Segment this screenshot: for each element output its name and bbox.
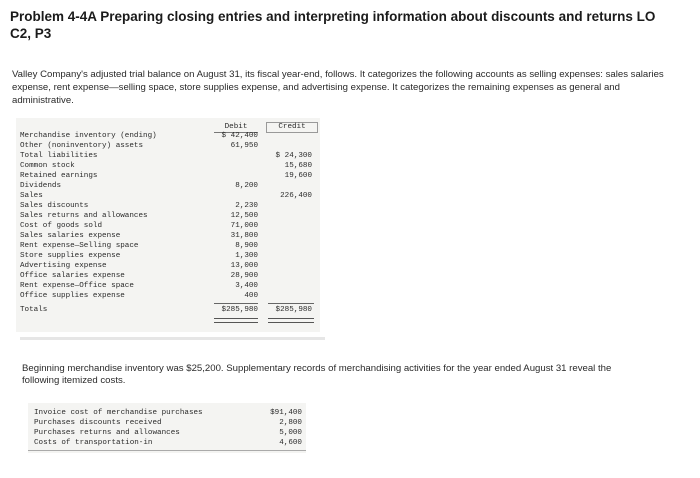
table-row — [16, 292, 320, 302]
list-item — [28, 429, 306, 439]
debit-total: $285,980 — [221, 306, 258, 314]
credit-total: $285,980 — [275, 306, 312, 314]
list-item — [28, 409, 306, 419]
debit-amount: 31,800 — [230, 232, 258, 240]
table-row — [16, 182, 320, 192]
table-row — [16, 222, 320, 232]
credit-amount: 19,600 — [284, 172, 312, 180]
cost-amount: 2,800 — [279, 419, 302, 427]
supplementary-paragraph: Beginning merchandise inventory was $25,200. Supplementary records of merchandising activities for the year ended August 31 reveal the following itemized costs. — [22, 363, 612, 386]
account-name: Advertising expense — [20, 262, 107, 270]
account-name: Common stock — [20, 162, 75, 170]
cost-amount: 5,000 — [279, 429, 302, 437]
totals-row — [16, 306, 320, 316]
debit-amount: 8,900 — [235, 242, 258, 250]
debit-amount: 3,400 — [235, 282, 258, 290]
cost-label: Purchases returns and allowances — [34, 429, 180, 437]
totals-label: Totals — [20, 306, 48, 314]
debit-amount: 12,500 — [230, 212, 258, 220]
debit-amount: 13,000 — [230, 262, 258, 270]
debit-column-header: Debit — [214, 122, 258, 133]
table-bottom-shade — [20, 337, 325, 340]
credit-total-double-rule — [268, 318, 314, 323]
account-name: Rent expense—Selling space — [20, 242, 139, 250]
account-name: Dividends — [20, 182, 62, 190]
table-row — [16, 262, 320, 272]
table-row — [16, 192, 320, 202]
debit-amount: 61,950 — [230, 142, 258, 150]
account-name: Sales — [20, 192, 43, 200]
credit-amount: $ 24,300 — [275, 152, 312, 160]
cost-amount: $91,400 — [270, 409, 302, 417]
debit-amount: 8,200 — [235, 182, 258, 190]
credit-amount: 15,680 — [284, 162, 312, 170]
table-row — [16, 272, 320, 282]
table-row — [16, 172, 320, 182]
account-name: Sales discounts — [20, 202, 89, 210]
list-item — [28, 419, 306, 429]
table-row — [16, 132, 320, 142]
debit-subtotal-rule — [214, 303, 258, 304]
list-item — [28, 439, 306, 449]
account-name: Cost of goods sold — [20, 222, 103, 230]
table-row — [16, 142, 320, 152]
table-bottom-rule — [28, 450, 306, 451]
cost-label: Invoice cost of merchandise purchases — [34, 409, 203, 417]
table-row — [16, 252, 320, 262]
credit-subtotal-rule — [268, 303, 314, 304]
debit-amount: $ 42,400 — [221, 132, 258, 140]
account-name: Store supplies expense — [20, 252, 121, 260]
cost-label: Costs of transportation-in — [34, 439, 153, 447]
trial-balance-table — [16, 118, 320, 332]
credit-amount: 226,400 — [280, 192, 312, 200]
table-row — [16, 232, 320, 242]
table-row — [16, 152, 320, 162]
account-name: Office supplies expense — [20, 292, 125, 300]
cost-amount: 4,600 — [279, 439, 302, 447]
account-name: Retained earnings — [20, 172, 98, 180]
credit-column-header: Credit — [266, 122, 318, 133]
debit-amount: 400 — [244, 292, 258, 300]
account-name: Sales salaries expense — [20, 232, 121, 240]
account-name: Rent expense—Office space — [20, 282, 134, 290]
table-row — [16, 212, 320, 222]
account-name: Merchandise inventory (ending) — [20, 132, 157, 140]
table-row — [16, 242, 320, 252]
cost-label: Purchases discounts received — [34, 419, 162, 427]
account-name: Total liabilities — [20, 152, 98, 160]
table-row — [16, 282, 320, 292]
account-name: Office salaries expense — [20, 272, 125, 280]
debit-amount: 71,000 — [230, 222, 258, 230]
table-row — [16, 162, 320, 172]
debit-amount: 2,230 — [235, 202, 258, 210]
debit-amount: 1,300 — [235, 252, 258, 260]
account-name: Other (noninventory) assets — [20, 142, 144, 150]
debit-total-double-rule — [214, 318, 258, 323]
problem-title: Problem 4-4A Preparing closing entries and interpreting information about discounts and returns LO C2, P3 — [10, 9, 656, 41]
itemized-costs-table — [28, 403, 306, 453]
intro-paragraph: Valley Company's adjusted trial balance on August 31, its fiscal year-end, follows. It categorizes the following accounts as selling expenses: sales salaries expense, rent expense—selling space, store supplies expense, and advertising expense. It categorizes the remaining expenses as general and administrative. — [12, 69, 664, 106]
debit-amount: 28,900 — [230, 272, 258, 280]
account-name: Sales returns and allowances — [20, 212, 148, 220]
table-row — [16, 202, 320, 212]
